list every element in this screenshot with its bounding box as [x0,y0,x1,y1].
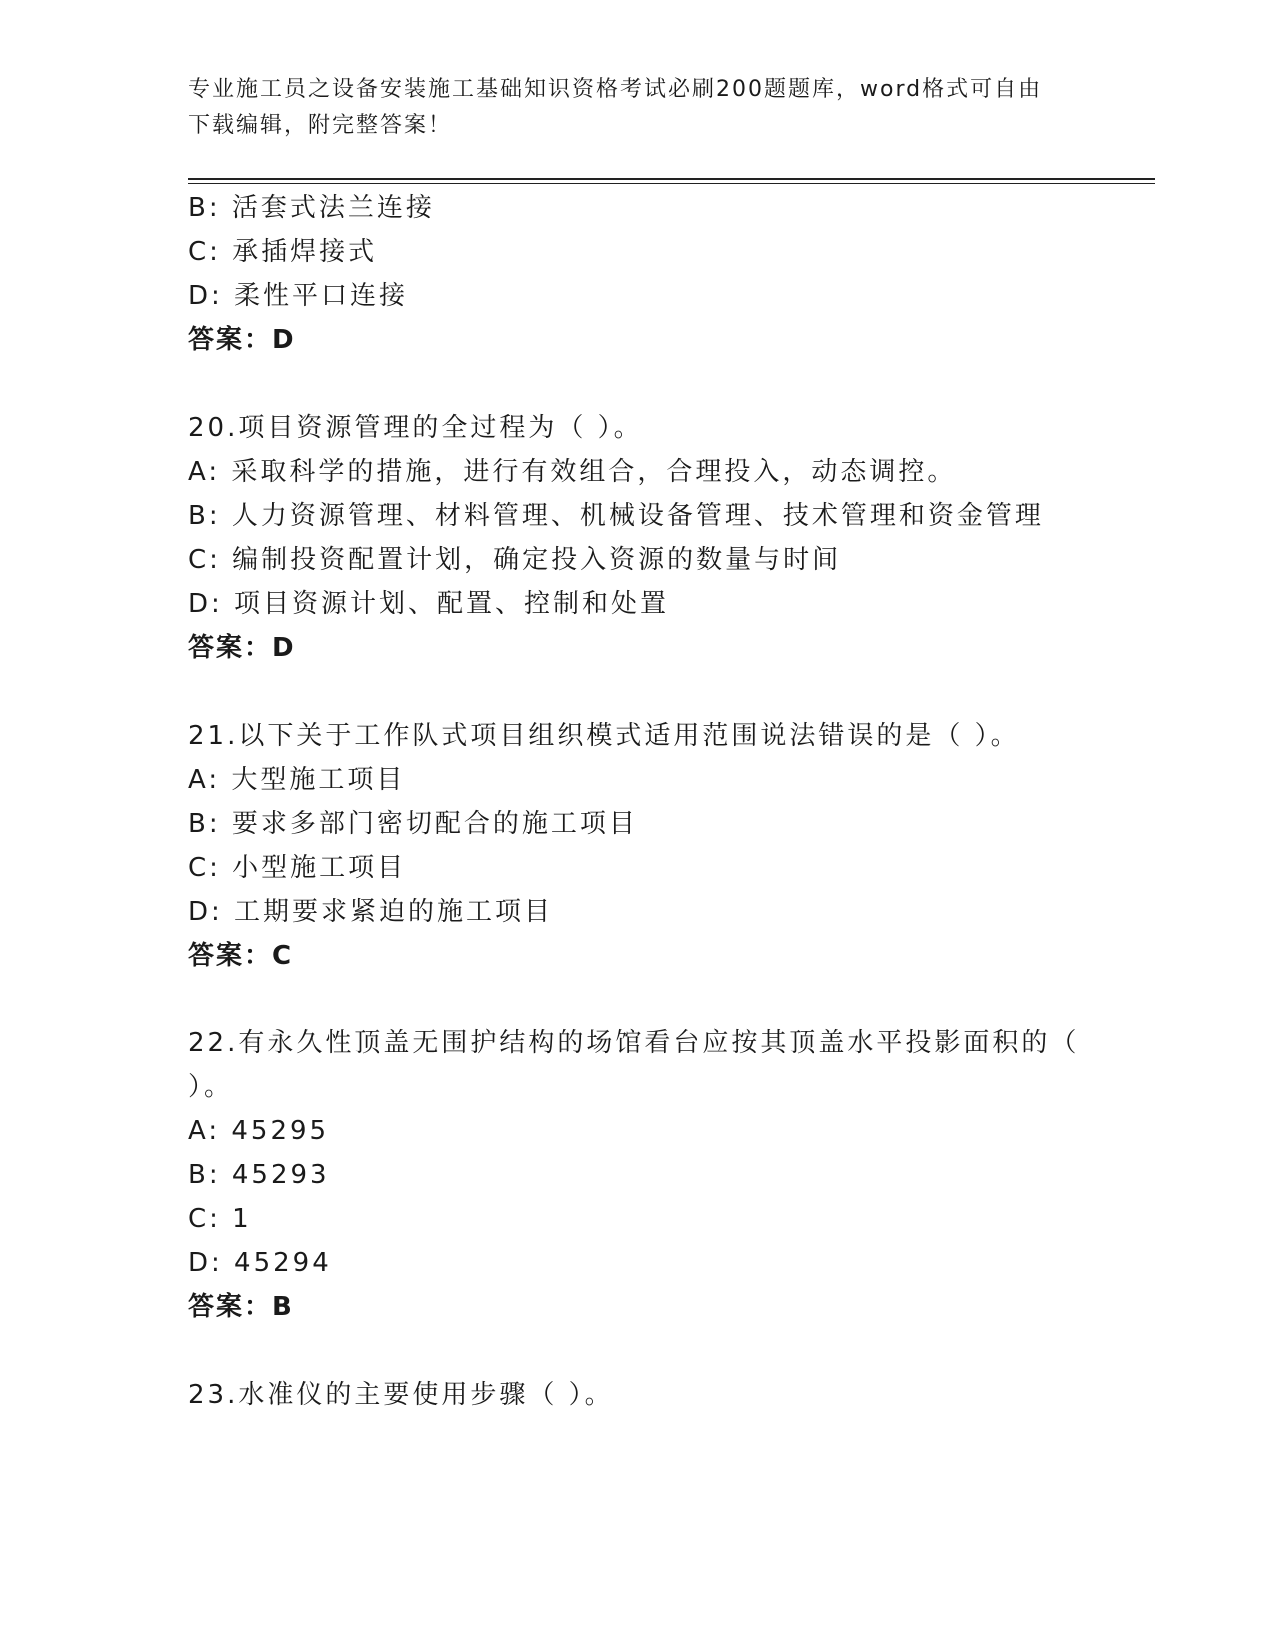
q19-option-b: B: 活套式法兰连接 [188,193,435,223]
q21-option-a: A: 大型施工项目 [188,765,406,795]
q22-option-c: C: 1 [188,1204,252,1234]
q21-option-c: C: 小型施工项目 [188,853,407,883]
header-title-line-1: 专业施工员之设备安装施工基础知识资格考试必刷200题题库，word格式可自由 [188,77,1043,102]
q19-answer: 答案：D [188,325,296,355]
q21-option-b: B: 要求多部门密切配合的施工项目 [188,809,638,839]
q23-stem: 23.水准仪的主要使用步骤（ ）。 [188,1380,614,1410]
q21-answer: 答案：C [188,941,294,971]
q22-option-a: A: 45295 [188,1116,330,1146]
q22-stem-line-2: ）。 [188,1072,234,1102]
header-title-line-2: 下载编辑，附完整答案！ [188,113,453,138]
q20-option-a: A: 采取科学的措施，进行有效组合，合理投入，动态调控。 [188,457,957,487]
q22-option-b: B: 45293 [188,1160,330,1190]
header-divider-thick [188,178,1155,180]
q20-option-b: B: 人力资源管理、材料管理、机械设备管理、技术管理和资金管理 [188,501,1044,531]
q21-option-d: D: 工期要求紧迫的施工项目 [188,897,554,927]
q20-option-c: C: 编制投资配置计划，确定投入资源的数量与时间 [188,545,842,575]
document-header [188,72,1068,144]
q22-stem-line-1: 22.有永久性顶盖无围护结构的场馆看台应按其顶盖水平投影面积的（ [188,1028,1080,1058]
q19-option-c: C: 承插焊接式 [188,237,378,267]
q22-answer: 答案：B [188,1292,294,1322]
q19-option-d: D: 柔性平口连接 [188,281,409,311]
q20-answer: 答案：D [188,633,296,663]
q21-stem: 21.以下关于工作队式项目组织模式适用范围说法错误的是（ ）。 [188,721,1020,751]
q20-stem: 20.项目资源管理的全过程为（ ）。 [188,413,643,443]
q22-option-d: D: 45294 [188,1248,332,1278]
header-divider-thin [188,183,1155,184]
q20-option-d: D: 项目资源计划、配置、控制和处置 [188,589,670,619]
